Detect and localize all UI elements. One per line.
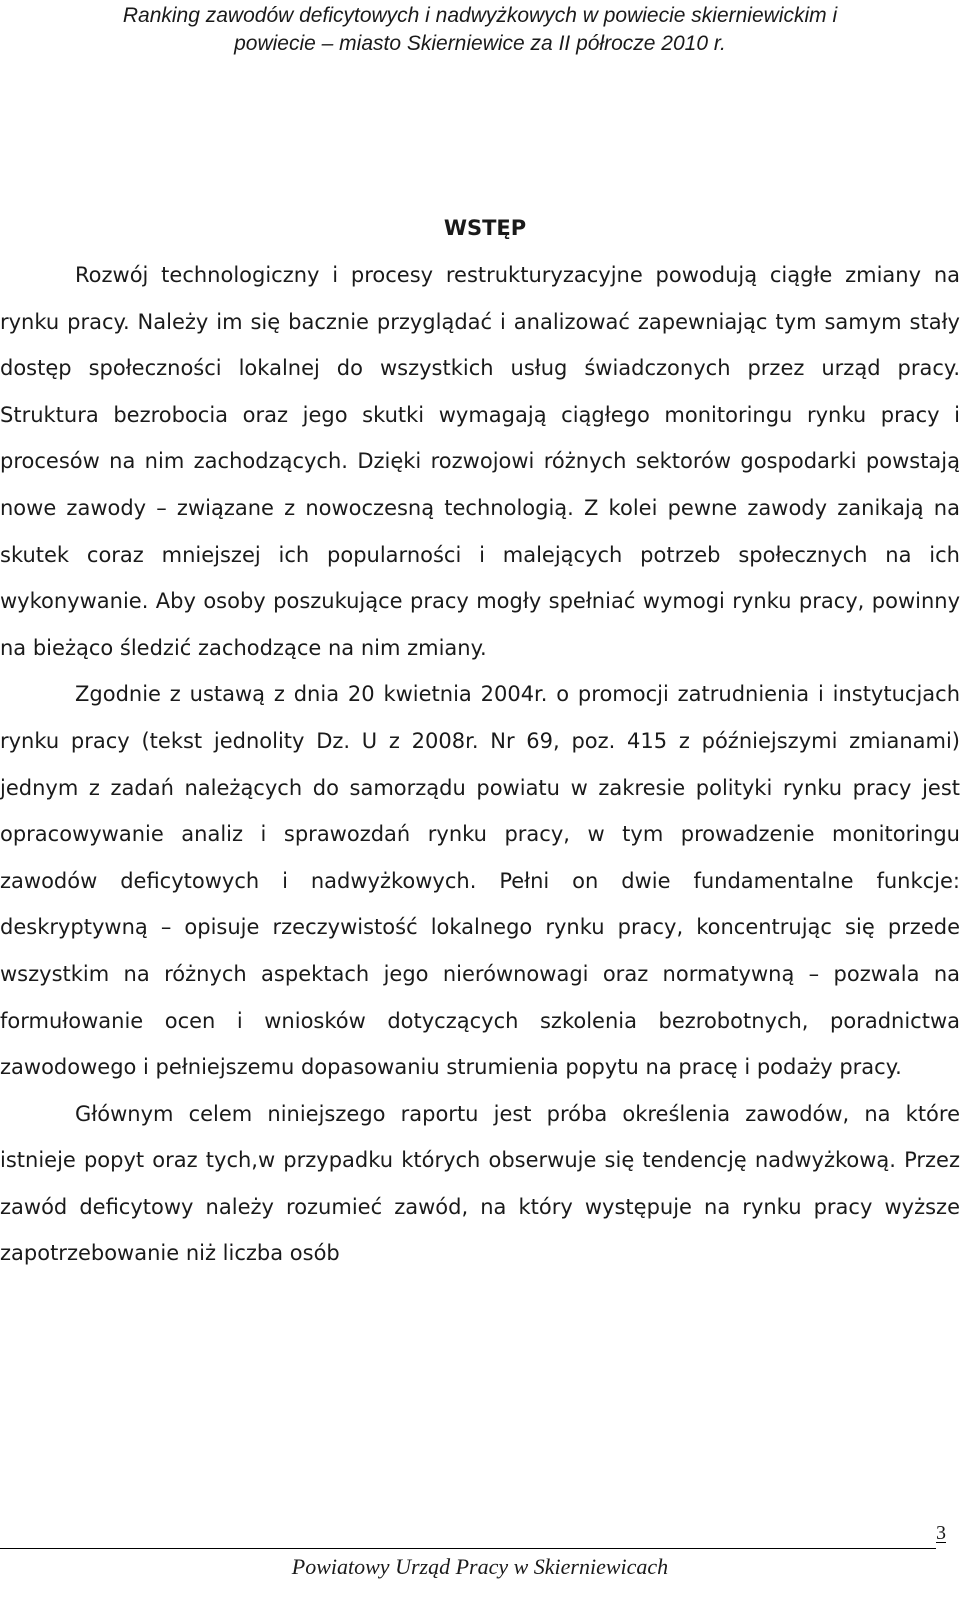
footer-divider <box>0 1548 936 1549</box>
running-header <box>0 2 960 58</box>
paragraph-intro: Rozwój technologiczny i procesy restrukturyzacyjne powodują ciągłe zmiany na rynku pracy. Należy im się bacznie przyglądać i analizować zapewniając tym samym stały dostęp społeczności lokalnej do wszystkich usług świadczonych przez urząd pracy. Struktura bezrobocia oraz jego skutki wymagają ciągłego monitoringu rynku pracy i procesów na nim zachodzących. Dzięki rozwojowi różnych sektorów gospodarki powstają nowe zawody – związane z nowoczesną technologią. Z kolei pewne zawody zanikają na skutek coraz mniejszej ich popularności i malejących potrzeb społecznych na ich wykonywanie. Aby osoby poszukujące pracy mogły spełniać wymogi rynku pracy, powinny na bieżąco śledzić zachodzące na nim zmiany. <box>0 263 960 660</box>
header-line-2: powiecie – miasto Skierniewice za II półrocze 2010 r. <box>234 32 726 55</box>
paragraph-report-goal: Głównym celem niniejszego raportu jest próba określenia zawodów, na które istnieje popyt oraz tych,w przypadku których obserwuje się tendencję nadwyżkową. Przez zawód deficytowy należy rozumieć zawód, na który występuje na rynku pracy wyższe zapotrzebowanie niż liczba osób <box>0 1101 960 1266</box>
page-number: 3 <box>936 1522 946 1544</box>
section-title: WSTĘP <box>443 216 527 240</box>
document-body <box>0 205 960 1277</box>
paragraph-legal-basis: Zgodnie z ustawą z dnia 20 kwietnia 2004r. o promocji zatrudnienia i instytucjach rynku pracy (tekst jednolity Dz. U z 2008r. Nr 69, poz. 415 z późniejszymi zmianami) jednym z zadań należących do samorządu powiatu w zakresie polityki rynku pracy jest opracowywanie analiz i sprawozdań rynku pracy, w tym prowadzenie monitoringu zawodów deficytowych i nadwyżkowych. Pełni on dwie fundamentalne funkcje: deskryptywną – opisuje rzeczywistość lokalnego rynku pracy, koncentrując się przede wszystkim na różnych aspektach jego nierównowagi oraz normatywną – pozwala na formułowanie ocen i wniosków dotyczących szkolenia bezrobotnych, poradnictwa zawodowego i pełniejszemu dopasowaniu strumienia popytu na pracę i podaży pracy. <box>0 682 960 1080</box>
running-footer: Powiatowy Urząd Pracy w Skierniewicach <box>291 1554 669 1579</box>
header-line-1: Ranking zawodów deficytowych i nadwyżkowych w powiecie skierniewickim i <box>122 4 838 27</box>
